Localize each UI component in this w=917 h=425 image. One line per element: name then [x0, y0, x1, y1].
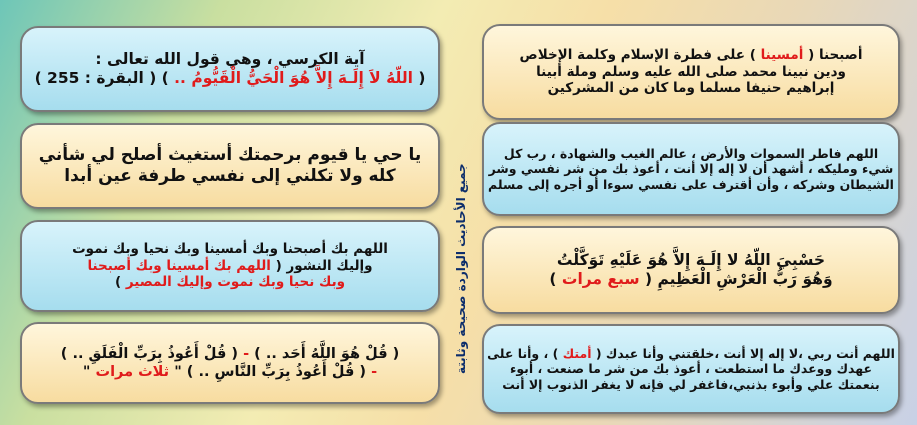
text-segment: (: [412, 69, 426, 87]
text-segment: ( قُلْ أَعُوذُ بِرَبِّ النَّاسِ .. ) ": [169, 364, 372, 380]
highlighted-text: وبك نحيا وبك نموت وإليك المصير: [125, 274, 346, 291]
highlighted-text: -: [243, 345, 250, 362]
text-line: [83, 363, 377, 381]
text-segment: وإليك النشور (: [270, 257, 373, 274]
highlighted-text: -: [371, 364, 378, 380]
text-segment: ): [114, 274, 126, 291]
highlighted-text: اللّهُ لاَ إِلَـهَ إِلاَّ هُوَ الْحَيُّ الْقَيُّومُ ..: [174, 69, 413, 87]
fatir-as-samawat-card: [482, 122, 900, 216]
text-line: [115, 274, 345, 291]
text-segment: يا حي يا قيوم برحمتك أستغيث أصلح لي شأني: [38, 144, 422, 165]
text-line: [87, 258, 372, 275]
text-segment: ( قُلْ أَعُوذُ بِرَبِّ الْفَلَقِ .. ): [60, 345, 244, 362]
text-line: [64, 166, 395, 187]
hasbiyallah-card: [482, 226, 900, 314]
text-segment: شيء ومليكه ، أشهد أن لا إله إلا أنت ، أعوذ بك من شر نفسي وشر: [488, 161, 894, 177]
allahumma-bika-asbahna-card: [20, 220, 440, 312]
text-line: [72, 241, 388, 258]
text-line: [502, 377, 879, 393]
highlighted-text: أمتك: [562, 345, 592, 361]
text-line: [510, 361, 872, 377]
text-segment: ": [82, 364, 96, 380]
text-segment: ) ، وأنا على: [487, 345, 563, 361]
text-segment: ( قُلْ هُوَ اللَّهُ أَحَد .. ): [249, 345, 400, 362]
text-segment: وَهُوَ رَبُّ الْعَرْشِ الْعَظِيمِ (: [639, 270, 833, 288]
sayyid-al-istighfar-card: [482, 324, 900, 414]
text-segment: إبراهيم حنيفا مسلما وما كان من المشركين: [547, 80, 835, 97]
text-segment: اللهم فاطر السموات والأرض ، عالم الغيب والشهادة ، رب كل: [503, 145, 879, 161]
text-segment: ) ( البقرة : 255 ): [34, 69, 175, 87]
text-line: [549, 270, 832, 289]
highlighted-text: أمسينا: [760, 46, 804, 63]
text-segment: عهدك ووعدك ما استطعت ، أعوذ بك من شر ما صنعت ، أبوء: [509, 361, 873, 377]
text-segment: الشيطان وشركه ، وأن أقترف على نفسي سوءا أو أجره إلى مسلم: [488, 176, 894, 192]
text-segment: أصبحنا (: [803, 46, 863, 63]
highlighted-text: اللهم بك أمسينا وبك أصبحنا: [87, 257, 271, 274]
text-line: [489, 161, 894, 177]
text-line: [536, 64, 846, 81]
text-segment: ): [549, 270, 562, 288]
text-line: [557, 251, 825, 270]
text-segment: آية الكرسي ، وهي قول الله تعالى :: [95, 49, 365, 68]
three-quls-card: [20, 322, 440, 404]
text-segment: اللهم أنت ربي ،لا إله إلا أنت ،خلقتني وأنا عبدك (: [591, 345, 895, 361]
text-line: [487, 346, 895, 362]
text-line: [520, 47, 863, 64]
text-line: [548, 80, 835, 97]
text-segment: ودين نبينا محمد صلى الله عليه وسلم وملة أبينا: [536, 63, 846, 80]
text-line: [488, 177, 894, 193]
ya-hayy-ya-qayyum-card: [20, 123, 440, 209]
text-segment: ) على فطرة الإسلام وكلمة الإخلاص: [519, 46, 761, 63]
text-line: [39, 145, 422, 166]
highlighted-text: سبع مرات: [561, 270, 640, 288]
text-line: [35, 69, 426, 88]
text-segment: كله ولا تكلني إلى نفسي طرفة عين أبدا: [64, 166, 396, 186]
text-segment: بنعمتك علي وأبوء بذنبي،فاغفر لي فإنه لا يغفر الذنوب إلا أنت: [502, 376, 880, 392]
authenticity-footnote: جميع الأحاديث الواردة صحيحة وثابتة: [454, 163, 468, 374]
text-segment: حَسْبِيَ اللّهُ لا إِلَـهَ إِلاَّ هُوَ عَلَيْهِ تَوَكَّلْتُ: [556, 250, 826, 269]
text-line: [61, 345, 399, 363]
text-line: [95, 50, 364, 69]
text-segment: اللهم بك أصبحنا وبك أمسينا وبك نحيا وبك نموت: [72, 240, 388, 257]
ayat-al-kursi-card: [20, 26, 440, 112]
fitrat-al-islam-card: [482, 24, 900, 120]
highlighted-text: ثلاث مرات: [95, 364, 170, 380]
text-line: [504, 146, 878, 162]
